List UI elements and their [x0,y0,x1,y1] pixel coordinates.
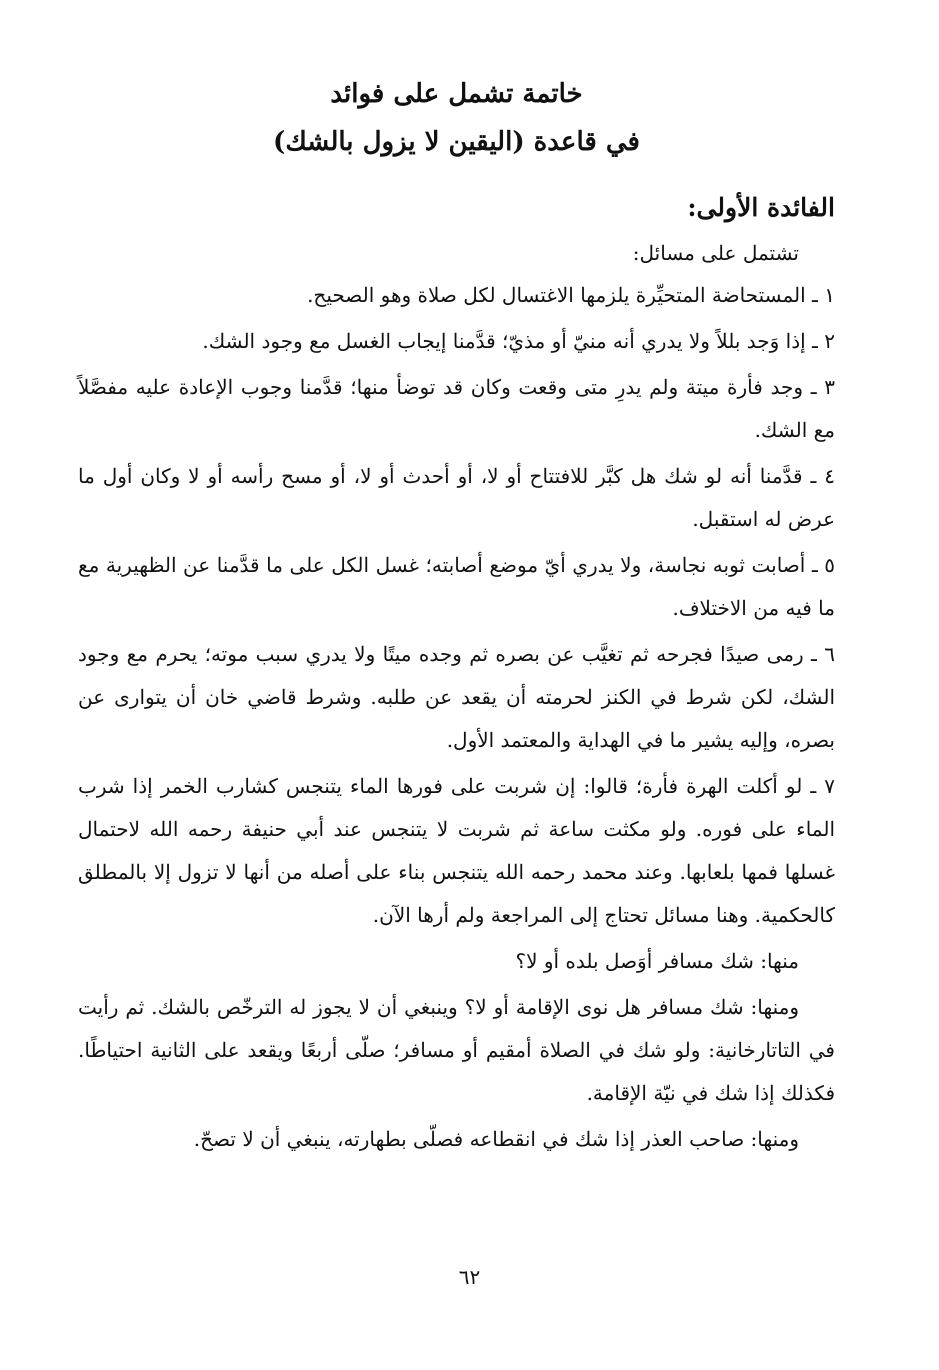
note-3: ومنها: صاحب العذر إذا شك في انقطاعه فصلّى بطهارته، ينبغي أن لا تصحّ. [193,1127,799,1151]
chapter-title-line-1: خاتمة تشمل على فوائد [330,79,583,109]
note-2: ومنها: شك مسافر هل نوى الإقامة أو لا؟ وينبغي أن لا يجوز له الترخّص بالشك. ثم رأيت في التاتارخانية: ولو شك في الصلاة أمقيم أو مسافر؛ صلّى أربعًا ويقعد على الثانية احتياطًا. فكذلك إذا شك في نيّة الإقامة. [78,995,835,1105]
note-1: منها: شك مسافر أوَصل بلده أو لا؟ [515,949,799,973]
paragraph-5: ٥ ـ أصابت ثوبه نجاسة، ولا يدري أيّ موضع أصابته؛ غسل الكل على ما قدَّمنا عن الظهيرية مع ما فيه من الاختلاف. [78,553,835,620]
paragraph-3: ٣ ـ وجد فأرة ميتة ولم يدرِ متى وقعت وكان قد توضأ منها؛ قدَّمنا وجوب الإعادة عليه مفصَّلاً مع الشك. [78,375,835,442]
chapter-title-line-2: في قاعدة (اليقين لا يزول بالشك) [273,127,640,157]
section-intro: تشتمل على مسائل: [632,241,799,265]
paragraph-7: ٧ ـ لو أكلت الهرة فأرة؛ قالوا: إن شربت على فورها الماء يتنجس كشارب الخمر إذا شرب الماء على فوره. ولو مكثت ساعة ثم شربت لا يتنجس عند أبي حنيفة رحمه الله لاحتمال غسلها فمها بلعابها. وعند محمد رحمه الله يتنجس بناء على أصله من أنها لا تزول إلا بالمطلق كالحكمية. وهنا مسائل تحتاج إلى المراجعة ولم أرها الآن. [78,774,836,927]
section-heading: الفائدة الأولى: [687,193,835,222]
paragraph-1: ١ ـ المستحاضة المتحيِّرة يلزمها الاغتسال لكل صلاة وهو الصحيح. [307,283,835,307]
book-page [78,70,835,1164]
paragraph-4: ٤ ـ قدَّمنا أنه لو شك هل كبَّر للافتتاح أو لا، أو أحدث أو لا، أو مسح رأسه أو لا وكان أول ما عرض له استقبل. [78,464,835,531]
paragraph-6: ٦ ـ رمى صيدًا فجرحه ثم تغيَّب عن بصره ثم وجده ميتًا ولا يدري سبب موته؛ يحرم مع وجود الشك، لكن شرط في الكنز لحرمته أن يقعد عن طلبه. وشرط قاضي خان أن يتوارى عن بصره، وإليه يشير ما في الهداية والمعتمد الأول. [78,642,835,752]
page-number: ٦٢ [458,1265,481,1289]
paragraph-2: ٢ ـ إذا وَجد بللاً ولا يدري أنه منيّ أو مذيّ؛ قدَّمنا إيجاب الغسل مع وجود الشك. [202,329,835,353]
